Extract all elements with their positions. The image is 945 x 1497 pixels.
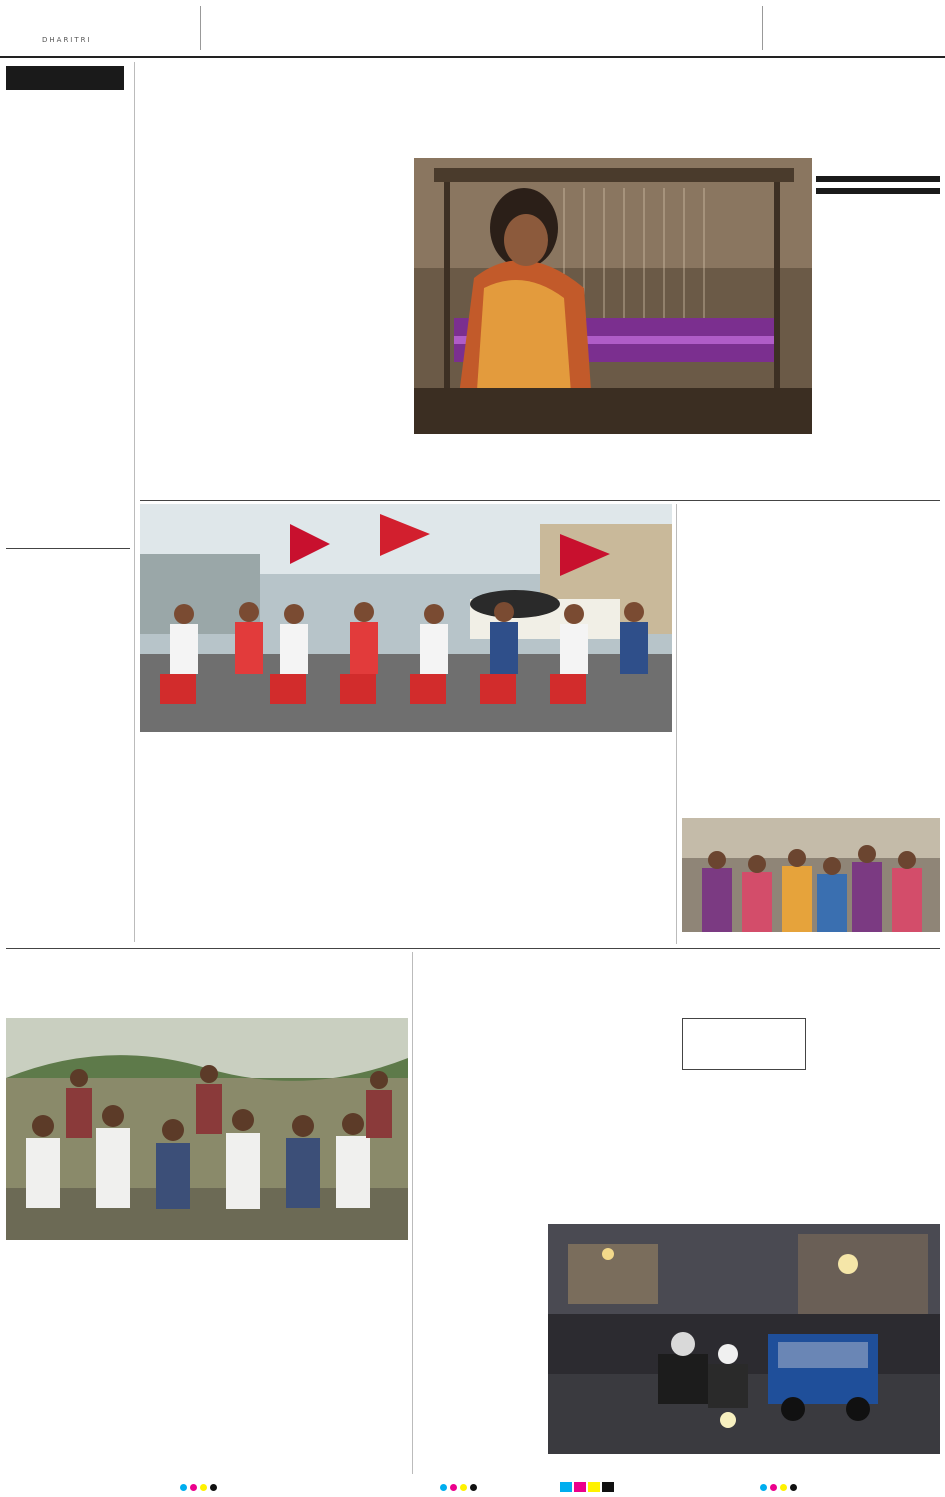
registration-dot bbox=[180, 1484, 187, 1491]
registration-dot bbox=[790, 1484, 797, 1491]
photo-caption bbox=[140, 735, 672, 747]
farmers-story-column bbox=[404, 808, 532, 942]
weaver-photo-illustration bbox=[414, 158, 812, 434]
desahi-story-column bbox=[138, 1258, 270, 1474]
registration-dot bbox=[190, 1484, 197, 1491]
section-name bbox=[772, 6, 892, 50]
newspaper-logo-subtitle: DHARITRI bbox=[42, 36, 92, 44]
color-bar bbox=[560, 1482, 572, 1492]
photo-caption bbox=[414, 437, 812, 449]
issue-dateline bbox=[8, 44, 198, 56]
women-meeting-illustration bbox=[682, 818, 940, 932]
lead-story-column bbox=[546, 452, 674, 494]
lead-story-column bbox=[236, 164, 328, 494]
registration-dot bbox=[760, 1484, 767, 1491]
traffic-story-column bbox=[416, 1030, 544, 1220]
farmers-story-column bbox=[140, 808, 268, 942]
registration-dot bbox=[780, 1484, 787, 1491]
photo-caption bbox=[682, 934, 940, 946]
photo-caption bbox=[6, 1242, 408, 1254]
registration-dot bbox=[210, 1484, 217, 1491]
desahi-story-column bbox=[274, 1258, 408, 1474]
lead-story-column bbox=[816, 256, 940, 494]
registration-dot bbox=[200, 1484, 207, 1491]
lead-story-column bbox=[414, 452, 542, 494]
color-bar bbox=[574, 1482, 586, 1492]
women-story-column bbox=[682, 580, 808, 810]
color-bar bbox=[588, 1482, 600, 1492]
farmers-story-column bbox=[272, 808, 400, 942]
traffic-story-headline bbox=[416, 952, 940, 1010]
brief-headline bbox=[6, 96, 128, 154]
weaver-loom-photo bbox=[414, 158, 812, 434]
briefs-tag bbox=[6, 66, 124, 90]
brief-body bbox=[6, 158, 130, 542]
registration-dot bbox=[450, 1484, 457, 1491]
lead-highlight bbox=[816, 188, 940, 194]
registration-dot bbox=[470, 1484, 477, 1491]
traffic-story-column bbox=[810, 1018, 940, 1220]
farmers-story-column bbox=[536, 808, 672, 942]
traffic-photo-illustration bbox=[548, 1224, 940, 1454]
column-rule bbox=[412, 952, 413, 1474]
women-meeting-photo bbox=[682, 818, 940, 932]
lead-story-column bbox=[140, 164, 232, 494]
women-story-headline bbox=[682, 508, 940, 572]
registration-dot bbox=[770, 1484, 777, 1491]
teaser-headline bbox=[205, 6, 295, 50]
protest-photo-illustration bbox=[140, 504, 672, 732]
registration-dot bbox=[460, 1484, 467, 1491]
villagers-protest-photo bbox=[6, 1018, 408, 1240]
villagers-photo-illustration bbox=[6, 1018, 408, 1240]
traffic-story-column bbox=[548, 1018, 676, 1220]
column-rule bbox=[676, 504, 677, 944]
section-divider bbox=[6, 948, 940, 949]
page-number bbox=[895, 6, 935, 50]
traffic-street-photo bbox=[548, 1224, 940, 1454]
lead-highlight bbox=[816, 176, 940, 182]
women-story-column bbox=[812, 580, 940, 810]
lead-headline bbox=[140, 62, 938, 152]
color-bar bbox=[602, 1482, 614, 1492]
masthead-divider bbox=[200, 6, 201, 50]
photo-caption bbox=[548, 1458, 940, 1470]
registration-dot bbox=[440, 1484, 447, 1491]
brief-body bbox=[6, 596, 130, 932]
masthead bbox=[0, 0, 945, 58]
farmers-story-headline bbox=[140, 752, 672, 800]
print-registration-marks bbox=[0, 1478, 945, 1497]
section-divider bbox=[140, 500, 940, 501]
desahi-story-headline bbox=[6, 952, 408, 1010]
column-rule bbox=[134, 62, 135, 942]
protest-photo bbox=[140, 504, 672, 732]
lead-story-column bbox=[332, 164, 410, 494]
brief-divider bbox=[6, 548, 130, 549]
traffic-inset-heading bbox=[682, 1018, 806, 1070]
teaser-text bbox=[300, 6, 755, 50]
lead-highlights bbox=[816, 176, 940, 194]
masthead-divider bbox=[762, 6, 763, 50]
desahi-story-column bbox=[6, 1258, 134, 1474]
newspaper-logo bbox=[10, 4, 130, 36]
lead-story-column bbox=[678, 452, 812, 494]
brief-headline bbox=[6, 554, 130, 592]
